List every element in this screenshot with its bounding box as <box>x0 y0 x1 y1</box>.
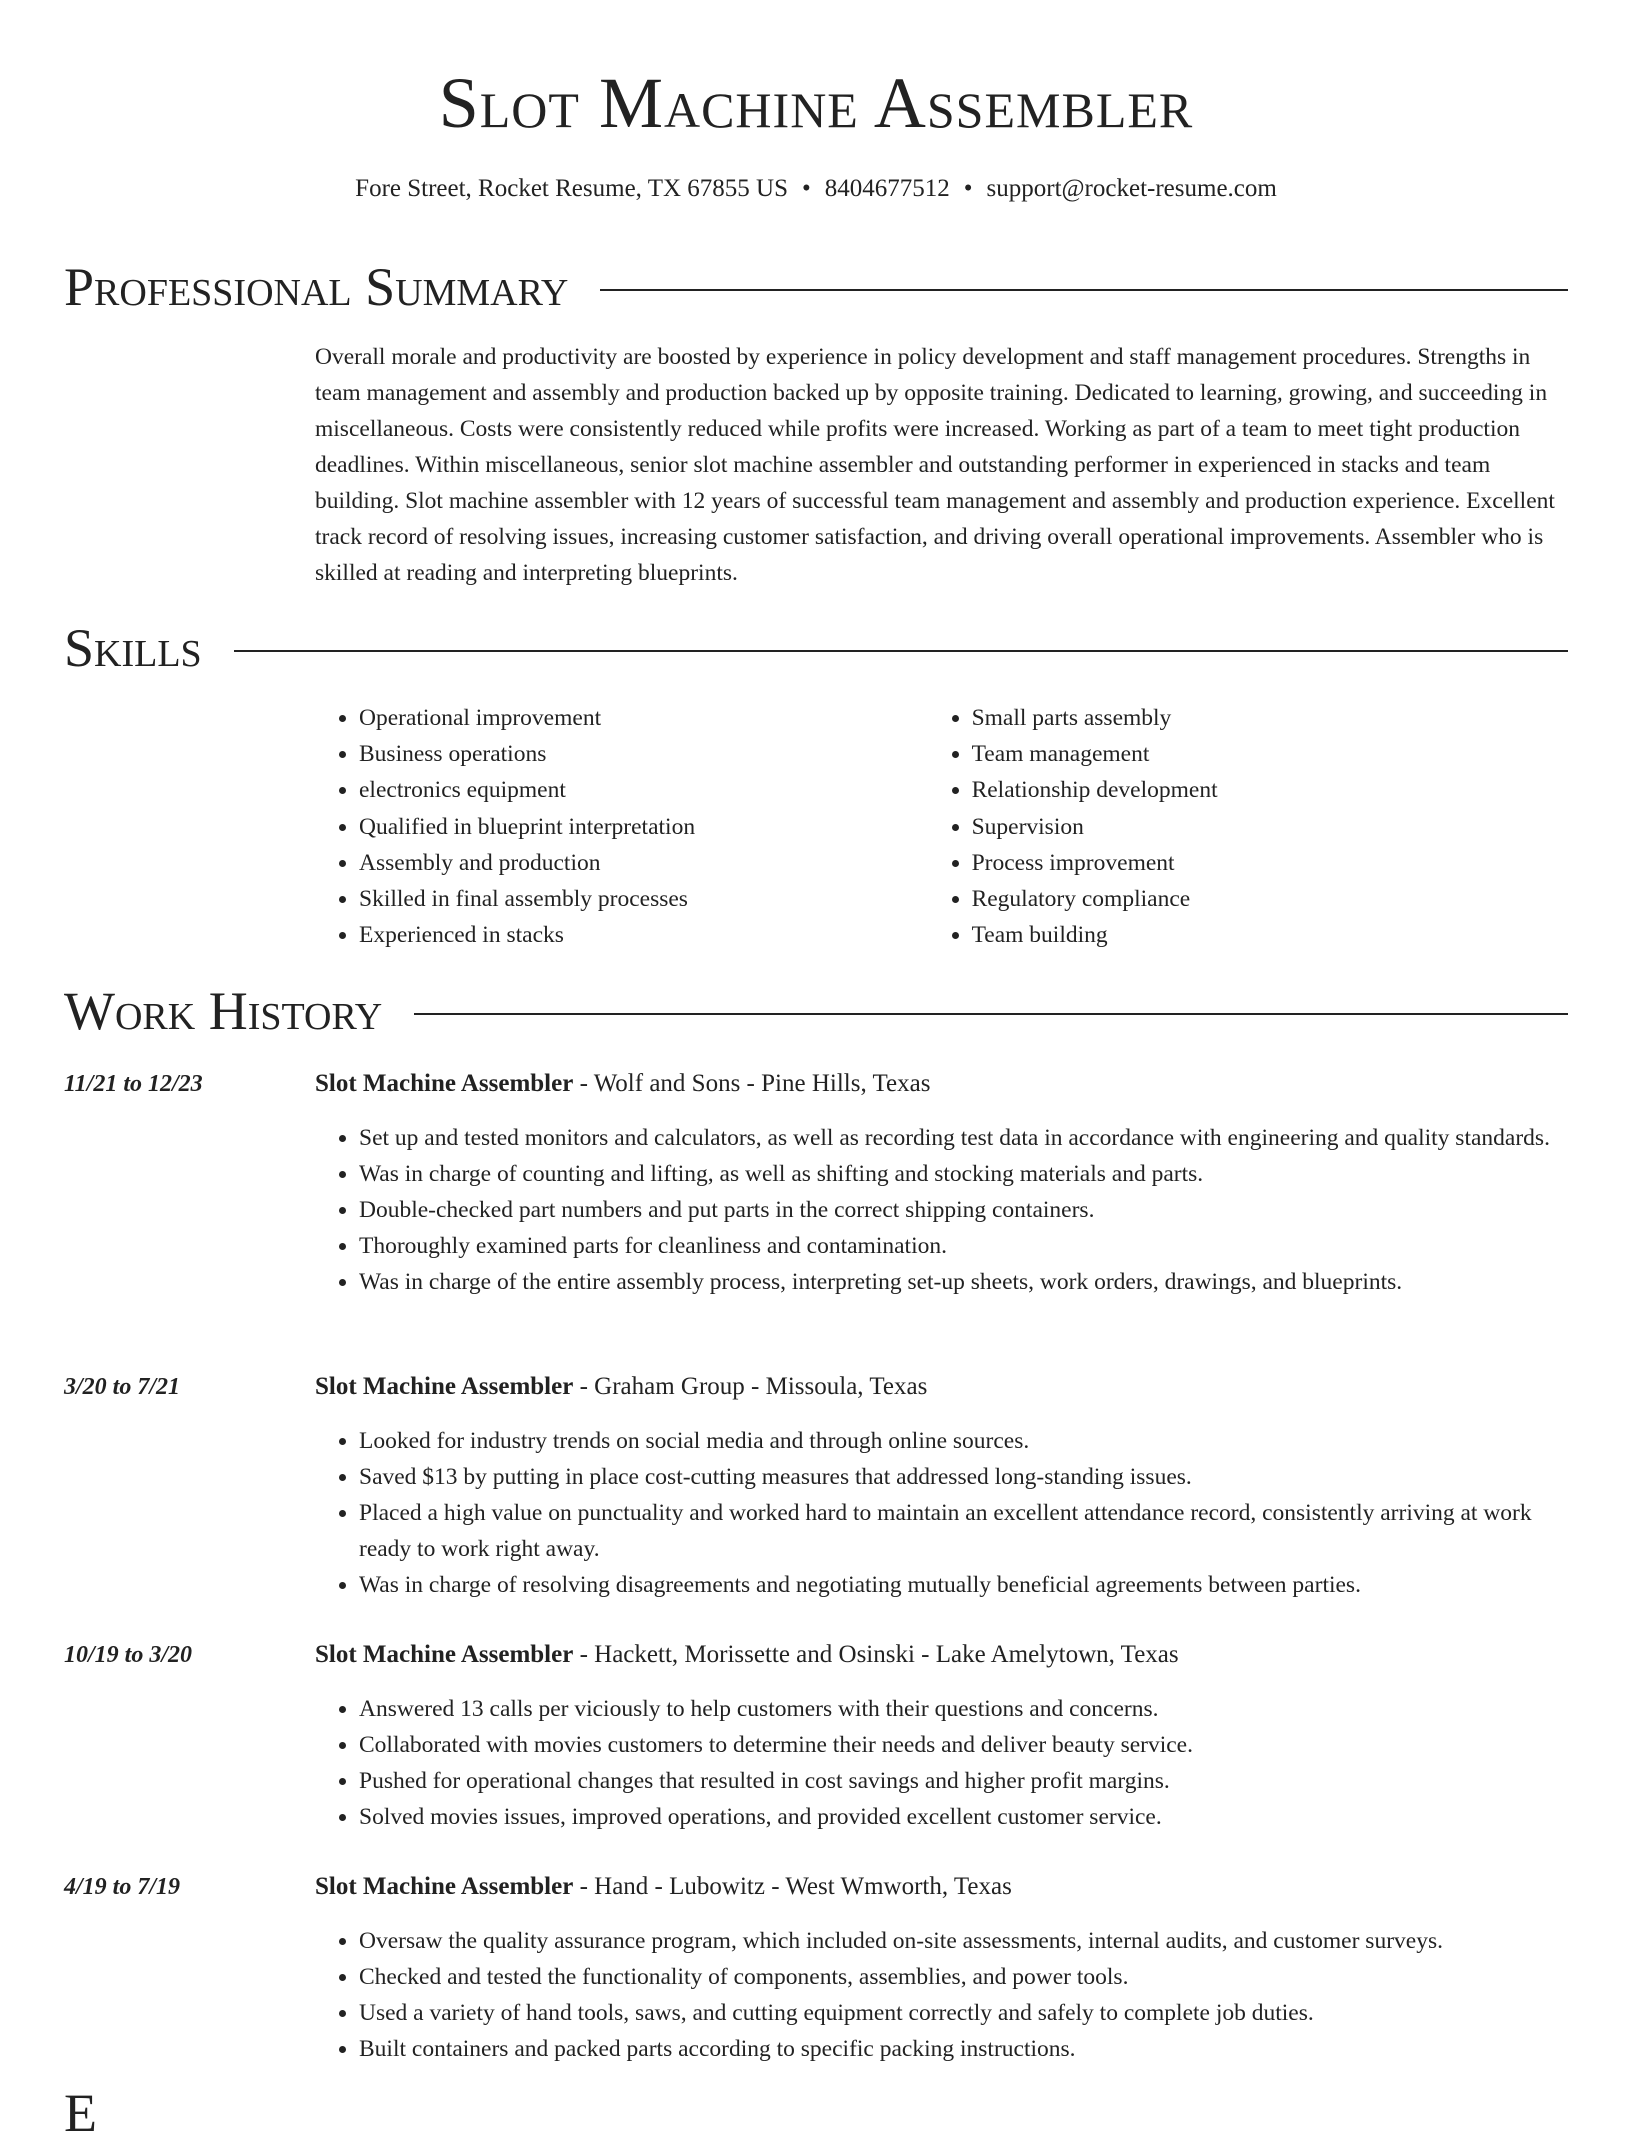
skill-item: • Qualified in blueprint interpretation <box>359 809 928 845</box>
job-bullet: • Collaborated with movies customers to determine their needs and deliver beauty service. <box>359 1727 1568 1763</box>
job-bullets <box>315 1120 1568 1300</box>
job-bullet: • Placed a high value on punctuality and worked hard to maintain an excellent attendance record, consistently arriving at work ready to work right away. <box>359 1495 1568 1567</box>
job-title: Slot Machine Assembler <box>315 1373 574 1400</box>
skill-item: • Business operations <box>359 736 928 772</box>
job-heading <box>315 1869 1012 1905</box>
job-bullet: • Oversaw the quality assurance program, which included on-site assessments, internal audits, and customer surveys. <box>359 1923 1568 1959</box>
summary-section-header <box>64 256 1568 318</box>
job-title: Slot Machine Assembler <box>315 1641 574 1668</box>
skill-item: • Operational improvement <box>359 700 928 736</box>
skill-item: • Supervision <box>972 809 1568 845</box>
skill-item: • Team building <box>972 917 1568 953</box>
job-heading <box>315 1369 927 1405</box>
job-bullets <box>315 1691 1568 1835</box>
summary-title: Professional Summary <box>64 257 569 317</box>
skill-item: • Assembly and production <box>359 845 928 881</box>
skill-item: • Team management <box>972 736 1568 772</box>
section-divider <box>600 289 1568 291</box>
job-bullet: • Checked and tested the functionality of components, assemblies, and power tools. <box>359 1959 1568 1995</box>
job-bullet: • Answered 13 calls per viciously to help customers with their questions and concerns. <box>359 1691 1568 1727</box>
section-divider <box>414 1013 1568 1015</box>
job-employer: - Hand - Lubowitz - West Wmworth, Texas <box>573 1873 1012 1900</box>
work-section-header <box>64 980 1568 1042</box>
skill-item: • electronics equipment <box>359 772 928 808</box>
contact-phone: 8404677512 <box>824 175 950 202</box>
job-employer: - Hackett, Morissette and Osinski - Lake Amelytown, Texas <box>573 1641 1179 1668</box>
skills-list <box>315 700 1568 953</box>
job-bullet: • Built containers and packed parts according to specific packing instructions. <box>359 2031 1568 2067</box>
job-bullet: • Thoroughly examined parts for cleanliness and contamination. <box>359 1228 1568 1264</box>
job-dates: 11/21 to 12/23 <box>64 1071 203 1097</box>
work-title: Work History <box>64 981 383 1041</box>
skills-right-column <box>928 700 1568 953</box>
job-bullet: • Was in charge of the entire assembly process, interpreting set-up sheets, work orders, drawings, and blueprints. <box>359 1264 1568 1300</box>
job-title: Slot Machine Assembler <box>315 1873 574 1900</box>
contact-email[interactable]: support@rocket-resume.com <box>986 175 1277 202</box>
job-employer: - Wolf and Sons - Pine Hills, Texas <box>573 1070 931 1097</box>
skills-left-column <box>315 700 928 953</box>
skill-item: • Small parts assembly <box>972 700 1568 736</box>
job-bullets <box>315 1923 1568 2067</box>
skill-item: • Regulatory compliance <box>972 881 1568 917</box>
job-bullets <box>315 1423 1568 1603</box>
job-bullet: • Looked for industry trends on social media and through online sources. <box>359 1423 1568 1459</box>
contact-line <box>0 172 1632 206</box>
job-bullet: • Double-checked part numbers and put parts in the correct shipping containers. <box>359 1192 1568 1228</box>
summary-text: Overall morale and productivity are boosted by experience in policy development and staff management procedures. Strengths in team management and assembly and production backed up by opposite training. Dedicated to learning, growing, and succeeding in miscellaneous. Costs were consistently reduced while profits were increased. Working as part of a team to meet tight production deadlines. Within miscellaneous, senior slot machine assembler and outstanding performer in experienced in stacks and team building. Slot machine assembler with 12 years of successful team management and assembly and production experience. Excellent track record of resolving issues, increasing customer satisfaction, and driving overall operational improvements. Assembler who is skilled at reading and interpreting blueprints. <box>315 344 1555 586</box>
job-heading <box>315 1637 1179 1673</box>
contact-separator: • <box>802 175 811 202</box>
skill-item: • Experienced in stacks <box>359 917 928 953</box>
skill-item: • Process improvement <box>972 845 1568 881</box>
contact-address: Fore Street, Rocket Resume, TX 67855 US <box>355 175 788 202</box>
skill-item: • Relationship development <box>972 772 1568 808</box>
job-employer: - Graham Group - Missoula, Texas <box>573 1373 928 1400</box>
skills-title: Skills <box>64 618 202 678</box>
next-section-title: E <box>64 2083 97 2143</box>
job-bullet: • Set up and tested monitors and calculators, as well as recording test data in accordance with engineering and quality standards. <box>359 1120 1568 1156</box>
skill-item: • Skilled in final assembly processes <box>359 881 928 917</box>
job-bullet: • Was in charge of resolving disagreements and negotiating mutually beneficial agreements between parties. <box>359 1567 1568 1603</box>
job-title: Slot Machine Assembler <box>315 1070 574 1097</box>
job-bullet: • Used a variety of hand tools, saws, and cutting equipment correctly and safely to complete job duties. <box>359 1995 1568 2031</box>
candidate-name: Slot Machine Assembler <box>438 63 1194 143</box>
job-dates: 10/19 to 3/20 <box>64 1642 193 1668</box>
job-bullet: • Solved movies issues, improved operations, and provided excellent customer service. <box>359 1799 1568 1835</box>
job-bullet: • Was in charge of counting and lifting, as well as shifting and stocking materials and parts. <box>359 1156 1568 1192</box>
contact-separator: • <box>963 175 973 202</box>
job-dates: 3/20 to 7/21 <box>64 1374 181 1400</box>
job-dates: 4/19 to 7/19 <box>64 1874 181 1900</box>
job-heading <box>315 1066 930 1102</box>
job-bullet: • Saved $13 by putting in place cost-cutting measures that addressed long-standing issues. <box>359 1459 1568 1495</box>
skills-section-header <box>64 617 1568 679</box>
job-bullet: • Pushed for operational changes that resulted in cost savings and higher profit margins. <box>359 1763 1568 1799</box>
section-divider <box>234 650 1568 652</box>
